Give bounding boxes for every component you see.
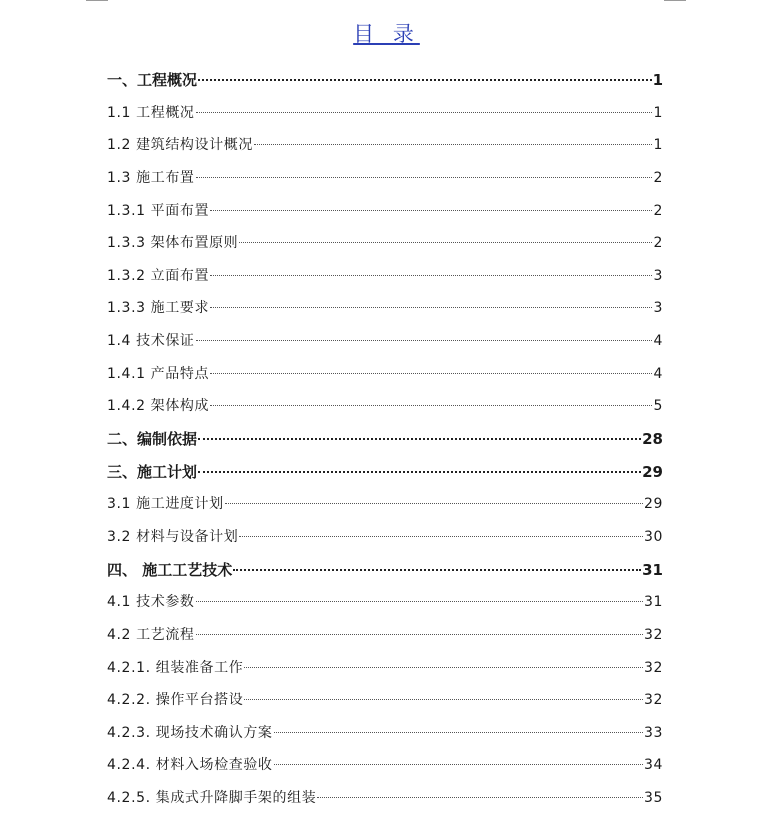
toc-leader-dots — [239, 536, 643, 537]
toc-entry[interactable] — [107, 656, 663, 689]
toc-entry-label: 1.2 建筑结构设计概况 — [107, 137, 253, 154]
toc-entry-label: 4.2.3. 现场技术确认方案 — [107, 724, 273, 741]
toc-entry-label: 1.4 技术保证 — [107, 333, 195, 350]
toc-entry-page-number: 32 — [643, 659, 663, 676]
toc-entry-page-number: 2 — [653, 202, 663, 219]
toc-entry-label: 二、编制依据 — [107, 430, 198, 449]
toc-entry[interactable] — [107, 492, 663, 525]
toc-entry-page-number: 31 — [643, 594, 663, 611]
toc-entry[interactable] — [107, 68, 663, 101]
toc-leader-dots — [196, 634, 643, 635]
toc-leader-dots — [196, 601, 643, 602]
toc-title[interactable]: 目 录 — [353, 22, 420, 46]
toc-entry-page-number: 32 — [643, 692, 663, 709]
toc-entry-page-number: 2 — [653, 235, 663, 252]
page-corner-mark-left — [86, 0, 108, 1]
toc-entry-page-number: 29 — [642, 462, 663, 481]
toc-entry[interactable] — [107, 786, 663, 819]
toc-entry-label: 三、施工计划 — [107, 462, 198, 481]
toc-leader-dots — [210, 275, 652, 276]
toc-entry-label: 1.3.2 立面布置 — [107, 267, 210, 284]
toc-entry-label: 1.4.1 产品特点 — [107, 365, 210, 382]
toc-entry[interactable] — [107, 460, 663, 493]
toc-entry-page-number: 1 — [653, 137, 663, 154]
table-of-contents — [107, 68, 663, 819]
toc-entry-label: 4.2.5. 集成式升降脚手架的组装 — [107, 790, 317, 807]
toc-leader-dots — [254, 144, 653, 145]
toc-entry-page-number: 30 — [643, 528, 663, 545]
toc-entry-page-number: 2 — [653, 169, 663, 186]
toc-leader-dots — [198, 438, 641, 440]
toc-entry-page-number: 5 — [653, 398, 663, 415]
toc-entry[interactable] — [107, 525, 663, 558]
toc-entry-label: 四、 施工工艺技术 — [107, 560, 233, 579]
toc-entry[interactable] — [107, 329, 663, 362]
toc-entry-label: 1.3.1 平面布置 — [107, 202, 210, 219]
toc-entry[interactable] — [107, 264, 663, 297]
toc-entry-label: 1.4.2 架体构成 — [107, 398, 210, 415]
toc-leader-dots — [210, 307, 652, 308]
toc-entry[interactable] — [107, 166, 663, 199]
toc-entry[interactable] — [107, 296, 663, 329]
toc-entry-label: 1.3 施工布置 — [107, 169, 195, 186]
toc-leader-dots — [196, 112, 653, 113]
toc-leader-dots — [233, 569, 641, 571]
toc-entry[interactable] — [107, 231, 663, 264]
toc-leader-dots — [317, 797, 643, 798]
toc-entry-page-number: 3 — [653, 300, 663, 317]
toc-entry-page-number: 29 — [643, 496, 663, 513]
toc-leader-dots — [244, 699, 643, 700]
toc-entry-page-number: 3 — [653, 267, 663, 284]
toc-entry[interactable] — [107, 101, 663, 134]
toc-entry-page-number: 34 — [643, 757, 663, 774]
toc-leader-dots — [198, 471, 641, 473]
toc-entry-page-number: 32 — [643, 626, 663, 643]
toc-leader-dots — [274, 764, 643, 765]
toc-entry-label: 4.2.4. 材料入场检查验收 — [107, 757, 273, 774]
toc-entry-label: 4.2.1. 组装准备工作 — [107, 659, 244, 676]
toc-entry[interactable] — [107, 362, 663, 395]
toc-leader-dots — [244, 667, 643, 668]
toc-leader-dots — [239, 242, 652, 243]
toc-leader-dots — [210, 405, 652, 406]
toc-entry-label: 1.3.3 施工要求 — [107, 300, 210, 317]
toc-entry[interactable] — [107, 558, 663, 591]
toc-entry-page-number: 35 — [643, 790, 663, 807]
toc-entry[interactable] — [107, 590, 663, 623]
toc-leader-dots — [196, 340, 653, 341]
toc-entry-page-number: 4 — [653, 333, 663, 350]
toc-leader-dots — [225, 503, 643, 504]
toc-entry-label: 3.2 材料与设备计划 — [107, 528, 239, 545]
toc-entry-label: 1.3.3 架体布置原则 — [107, 235, 239, 252]
toc-leader-dots — [210, 373, 652, 374]
toc-entry[interactable] — [107, 721, 663, 754]
toc-entry-page-number: 1 — [653, 104, 663, 121]
toc-entry-label: 4.2 工艺流程 — [107, 626, 195, 643]
toc-entry-label: 4.1 技术参数 — [107, 594, 195, 611]
toc-entry[interactable] — [107, 753, 663, 786]
page-corner-mark-right — [664, 0, 686, 1]
toc-entry[interactable] — [107, 394, 663, 427]
toc-entry[interactable] — [107, 427, 663, 460]
toc-leader-dots — [196, 177, 653, 178]
toc-leader-dots — [274, 732, 643, 733]
toc-entry-label: 一、工程概况 — [107, 71, 198, 89]
toc-entry-label: 3.1 施工进度计划 — [107, 496, 224, 513]
toc-entry[interactable] — [107, 133, 663, 166]
toc-entry-page-number: 4 — [653, 365, 663, 382]
toc-entry-page-number: 1 — [652, 71, 663, 89]
toc-entry-page-number: 31 — [642, 560, 663, 579]
toc-entry[interactable] — [107, 688, 663, 721]
toc-entry[interactable] — [107, 623, 663, 656]
toc-entry[interactable] — [107, 199, 663, 232]
toc-leader-dots — [198, 79, 652, 81]
toc-leader-dots — [210, 210, 652, 211]
toc-entry-label: 4.2.2. 操作平台搭设 — [107, 692, 244, 709]
toc-entry-label: 1.1 工程概况 — [107, 104, 195, 121]
toc-entry-page-number: 33 — [643, 724, 663, 741]
toc-entry-page-number: 28 — [642, 430, 663, 449]
